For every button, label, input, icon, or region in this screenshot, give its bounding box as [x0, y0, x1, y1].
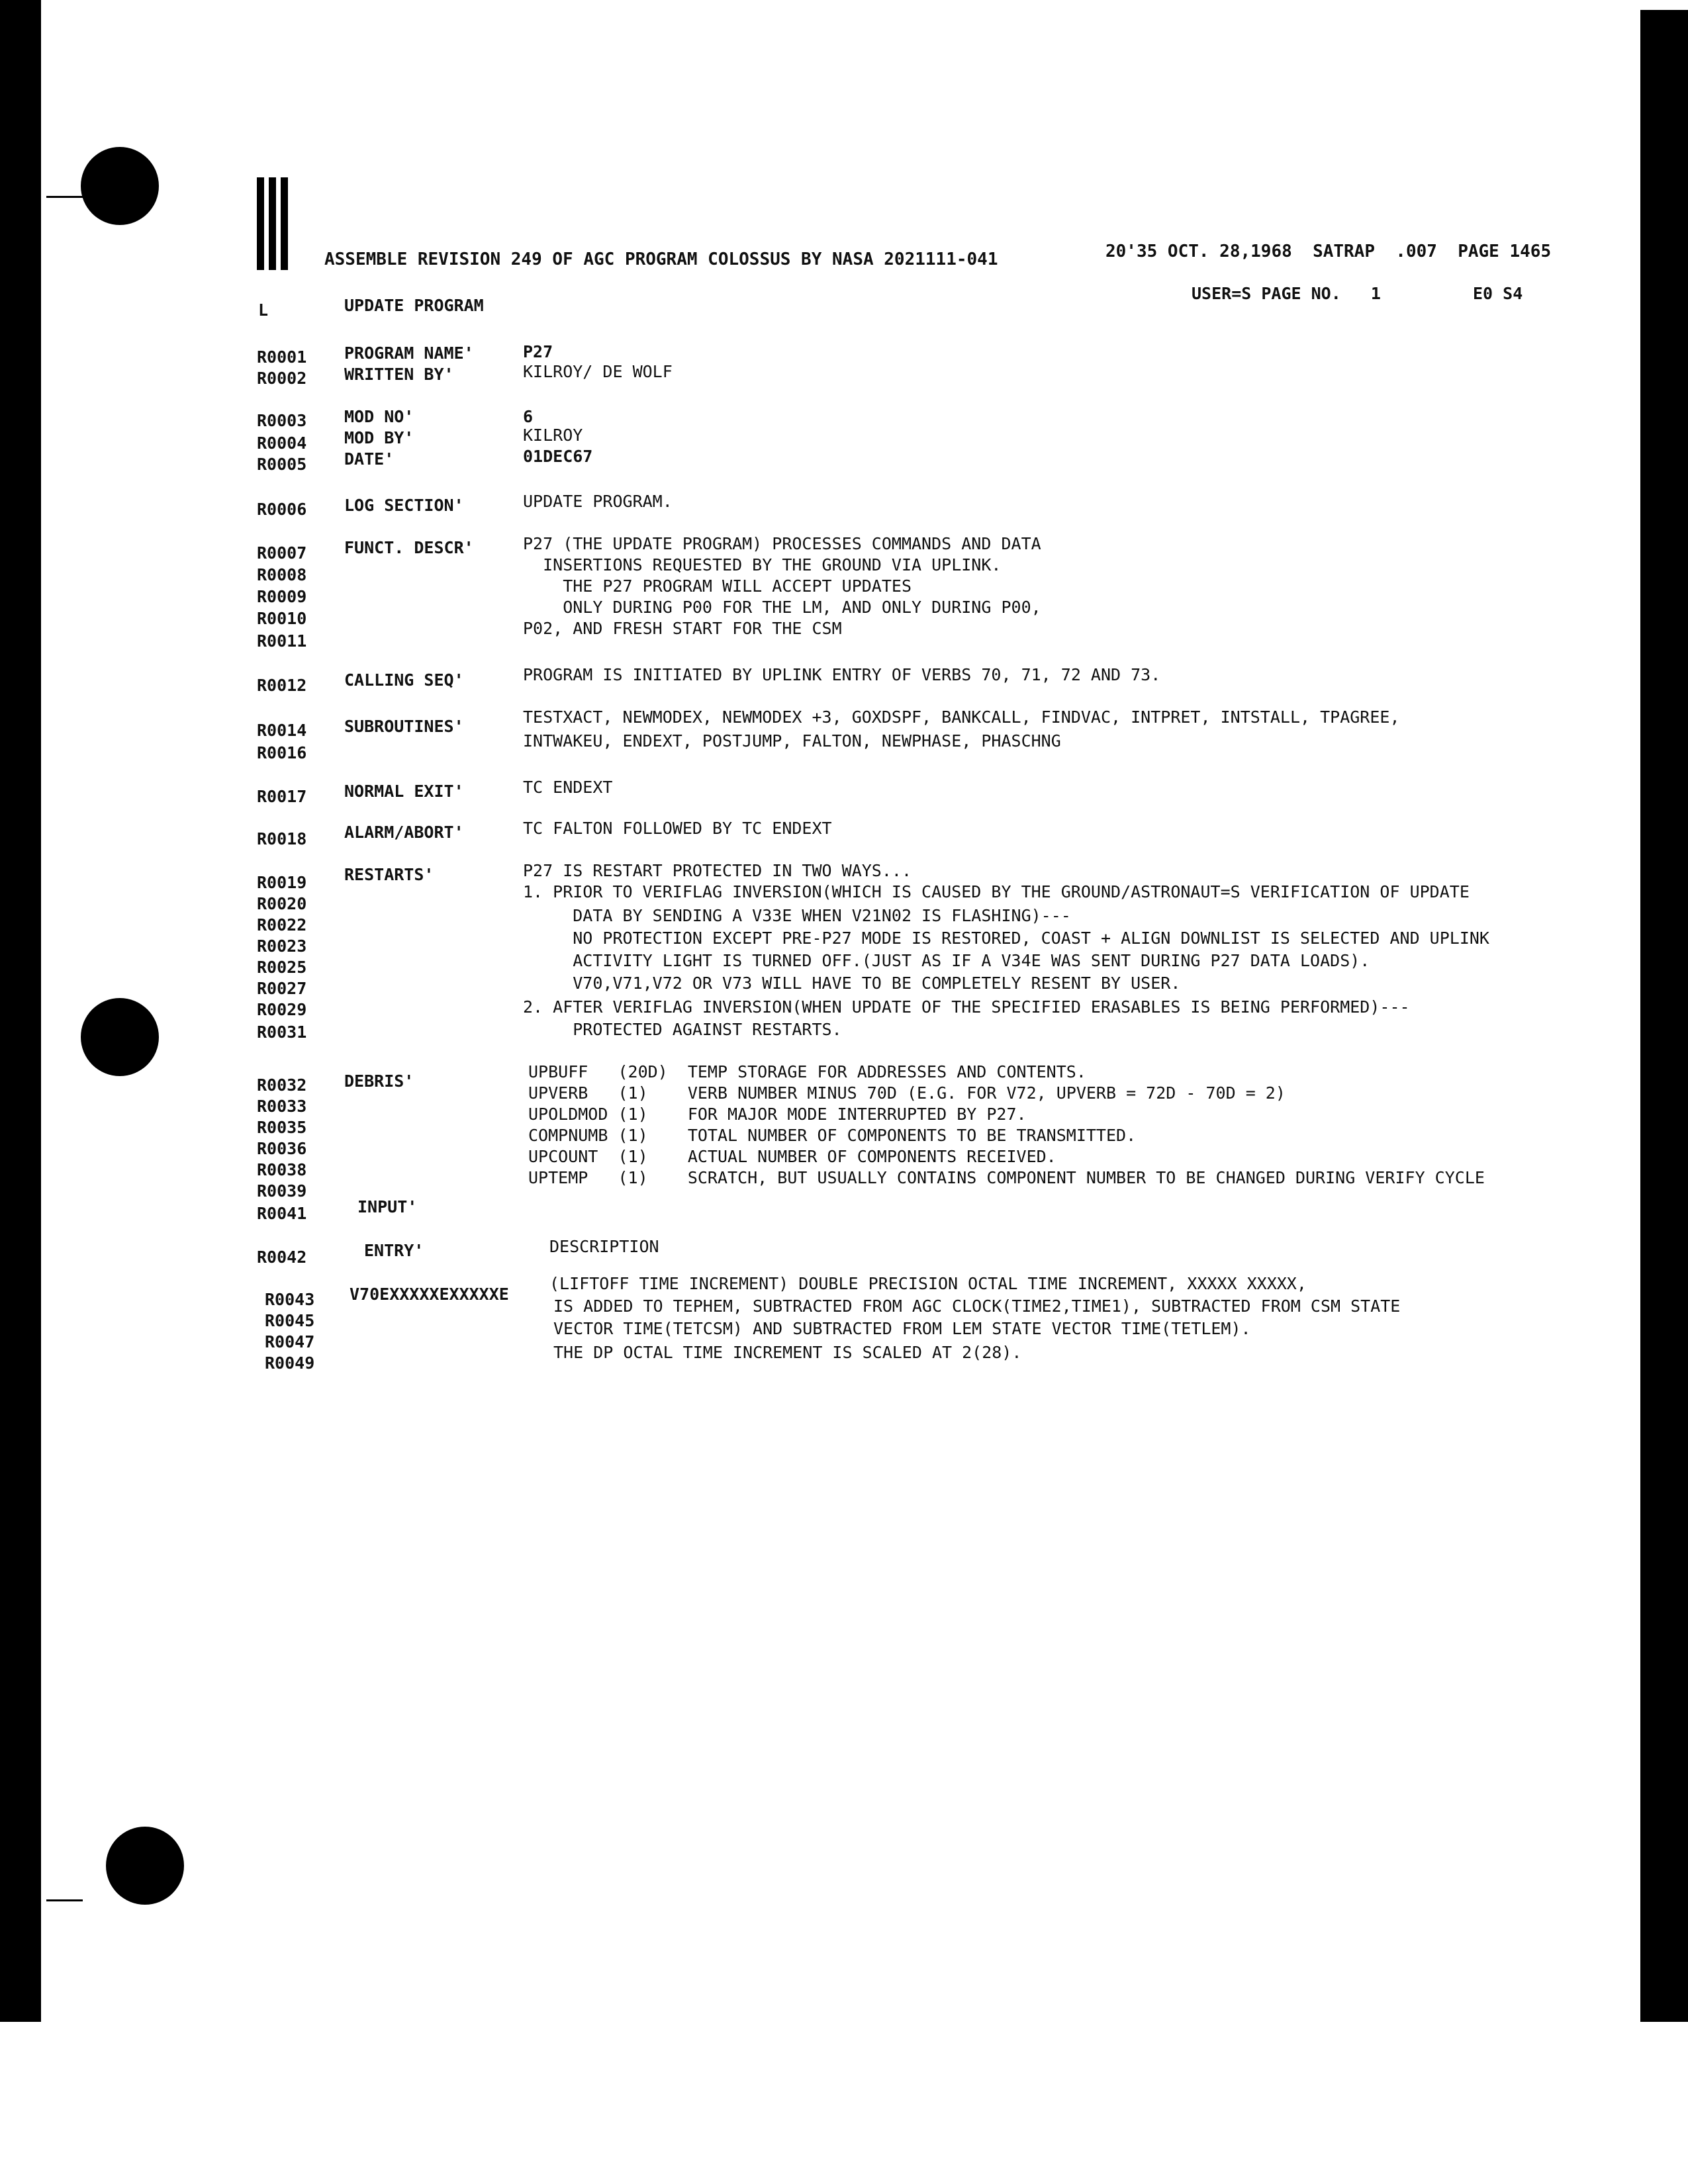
mod-by-label: MOD BY': [344, 428, 414, 447]
line-id: R0002: [257, 369, 307, 388]
program-name-value: P27: [523, 342, 553, 361]
right-scan-edge: [1640, 10, 1688, 2022]
normal-exit-label: NORMAL EXIT': [344, 782, 464, 801]
line-id: R0043: [265, 1290, 315, 1309]
line-id: R0007: [257, 543, 307, 563]
line-id: R0011: [257, 631, 307, 651]
restarts-label: RESTARTS': [344, 865, 434, 884]
line-id: R0047: [265, 1332, 315, 1351]
line-id: R0033: [257, 1097, 307, 1116]
line-id: R0036: [257, 1139, 307, 1158]
calling-seq-value: PROGRAM IS INITIATED BY UPLINK ENTRY OF VERBS 70, 71, 72 AND 73.: [523, 665, 1161, 684]
debris-line: UPCOUNT (1) ACTUAL NUMBER OF COMPONENTS RECEIVED.: [528, 1147, 1056, 1166]
line-id: R0004: [257, 433, 307, 453]
line-id: R0035: [257, 1118, 307, 1137]
listing-marker: L: [258, 300, 269, 320]
alarm-abort-value: TC FALTON FOLLOWED BY TC ENDEXT: [523, 819, 832, 838]
page-title: UPDATE PROGRAM: [344, 296, 484, 315]
funct-descr-line: P02, AND FRESH START FOR THE CSM: [523, 619, 842, 638]
mod-no-value: 6: [523, 407, 534, 426]
binder-tick-bottom: [46, 1899, 83, 1901]
line-id: R0012: [257, 676, 307, 695]
v70-description-line: (LIFTOFF TIME INCREMENT) DOUBLE PRECISION OCTAL TIME INCREMENT, XXXXX XXXXX,: [549, 1274, 1307, 1293]
date-label: DATE': [344, 449, 395, 469]
user-page-number: USER=S PAGE NO. 1: [1192, 284, 1381, 303]
page-barcode: [257, 177, 299, 270]
restarts-line: V70,V71,V72 OR V73 WILL HAVE TO BE COMPLETELY RESENT BY USER.: [523, 974, 1181, 993]
line-id: R0005: [257, 455, 307, 474]
line-id: R0014: [257, 721, 307, 740]
debris-line: UPOLDMOD (1) FOR MAJOR MODE INTERRUPTED BY P27.: [528, 1105, 1027, 1124]
line-id: R0018: [257, 829, 307, 848]
line-id: R0019: [257, 873, 307, 892]
timestamp-header: 20'35 OCT. 28,1968 SATRAP .007 PAGE 1465: [1105, 242, 1552, 261]
restarts-line: DATA BY SENDING A V33E WHEN V21N02 IS FLASHING)---: [523, 906, 1071, 925]
restarts-line: NO PROTECTION EXCEPT PRE-P27 MODE IS RESTORED, COAST + ALIGN DOWNLIST IS SELECTED AND UPLINK: [523, 929, 1489, 948]
v70-verb-key: V70EXXXXXEXXXXXE: [350, 1285, 509, 1304]
line-id: R0006: [257, 500, 307, 519]
line-id: R0016: [257, 743, 307, 762]
line-id: R0020: [257, 894, 307, 913]
line-id: R0032: [257, 1075, 307, 1095]
written-by-value: KILROY/ DE WOLF: [523, 362, 673, 381]
program-name-label: PROGRAM NAME': [344, 343, 474, 363]
subroutines-label: SUBROUTINES': [344, 717, 464, 736]
restarts-line: 1. PRIOR TO VERIFLAG INVERSION(WHICH IS CAUSED BY THE GROUND/ASTRONAUT=S VERIFICATION OF UPDATE: [523, 882, 1470, 901]
mod-by-value: KILROY: [523, 426, 583, 445]
line-id: R0029: [257, 1000, 307, 1019]
funct-descr-line: INSERTIONS REQUESTED BY THE GROUND VIA UPLINK.: [523, 555, 1002, 574]
line-id: R0023: [257, 936, 307, 956]
normal-exit-value: TC ENDEXT: [523, 778, 613, 797]
line-id: R0009: [257, 587, 307, 606]
debris-line: COMPNUMB (1) TOTAL NUMBER OF COMPONENTS TO BE TRANSMITTED.: [528, 1126, 1137, 1145]
log-section-label: LOG SECTION': [344, 496, 464, 515]
debris-line: UPTEMP (1) SCRATCH, BUT USUALLY CONTAINS COMPONENT NUMBER TO BE CHANGED DURING VERIFY CYCLE: [528, 1168, 1485, 1187]
line-id: R0042: [257, 1248, 307, 1267]
left-scan-edge: [0, 0, 41, 2022]
line-id: R0038: [257, 1160, 307, 1179]
binder-tick-top: [46, 196, 83, 198]
punch-hole-top: [81, 147, 159, 225]
line-id: R0027: [257, 979, 307, 998]
line-id: R0041: [257, 1204, 307, 1223]
log-section-value: UPDATE PROGRAM.: [523, 492, 673, 511]
line-id: R0001: [257, 347, 307, 367]
entry-label: ENTRY': [364, 1241, 424, 1260]
calling-seq-label: CALLING SEQ': [344, 670, 464, 690]
punch-hole-middle: [81, 998, 159, 1076]
alarm-abort-label: ALARM/ABORT': [344, 823, 464, 842]
written-by-label: WRITTEN BY': [344, 365, 454, 384]
punch-hole-bottom: [106, 1827, 184, 1905]
mod-no-label: MOD NO': [344, 407, 414, 426]
line-id: R0039: [257, 1181, 307, 1201]
header-code: E0 S4: [1473, 284, 1523, 303]
funct-descr-label: FUNCT. DESCR': [344, 538, 474, 557]
debris-label: DEBRIS': [344, 1071, 414, 1091]
restarts-line: ACTIVITY LIGHT IS TURNED OFF.(JUST AS IF A V34E WAS SENT DURING P27 DATA LOADS).: [523, 951, 1370, 970]
debris-line: UPBUFF (20D) TEMP STORAGE FOR ADDRESSES AND CONTENTS.: [528, 1062, 1086, 1081]
description-heading: DESCRIPTION: [549, 1237, 659, 1256]
date-value: 01DEC67: [523, 447, 593, 466]
funct-descr-line: ONLY DURING P00 FOR THE LM, AND ONLY DURING P00,: [523, 598, 1041, 617]
input-label: INPUT': [357, 1197, 418, 1216]
line-id: R0031: [257, 1023, 307, 1042]
v70-description-line: THE DP OCTAL TIME INCREMENT IS SCALED AT 2(28).: [553, 1343, 1022, 1362]
v70-description-line: VECTOR TIME(TETCSM) AND SUBTRACTED FROM LEM STATE VECTOR TIME(TETLEM).: [553, 1319, 1251, 1338]
line-id: R0003: [257, 411, 307, 430]
line-id: R0022: [257, 915, 307, 934]
line-id: R0025: [257, 958, 307, 977]
line-id: R0010: [257, 609, 307, 628]
funct-descr-line: THE P27 PROGRAM WILL ACCEPT UPDATES: [523, 576, 912, 596]
line-id: R0049: [265, 1353, 315, 1373]
assembly-header: ASSEMBLE REVISION 249 OF AGC PROGRAM COLOSSUS BY NASA 2021111-041: [324, 250, 998, 269]
restarts-line: PROTECTED AGAINST RESTARTS.: [523, 1020, 842, 1039]
debris-line: UPVERB (1) VERB NUMBER MINUS 70D (E.G. FOR V72, UPVERB = 72D - 70D = 2): [528, 1083, 1286, 1103]
funct-descr-line: P27 (THE UPDATE PROGRAM) PROCESSES COMMANDS AND DATA: [523, 534, 1041, 553]
line-id: R0017: [257, 787, 307, 806]
subroutines-line: INTWAKEU, ENDEXT, POSTJUMP, FALTON, NEWPHASE, PHASCHNG: [523, 731, 1061, 751]
line-id: R0008: [257, 565, 307, 584]
restarts-line: P27 IS RESTART PROTECTED IN TWO WAYS...: [523, 861, 912, 880]
v70-description-line: IS ADDED TO TEPHEM, SUBTRACTED FROM AGC CLOCK(TIME2,TIME1), SUBTRACTED FROM CSM STATE: [553, 1297, 1401, 1316]
line-id: R0045: [265, 1311, 315, 1330]
subroutines-line: TESTXACT, NEWMODEX, NEWMODEX +3, GOXDSPF, BANKCALL, FINDVAC, INTPRET, INTSTALL, TPAGREE,: [523, 707, 1400, 727]
restarts-line: 2. AFTER VERIFLAG INVERSION(WHEN UPDATE OF THE SPECIFIED ERASABLES IS BEING PERFORMED)---: [523, 997, 1410, 1017]
